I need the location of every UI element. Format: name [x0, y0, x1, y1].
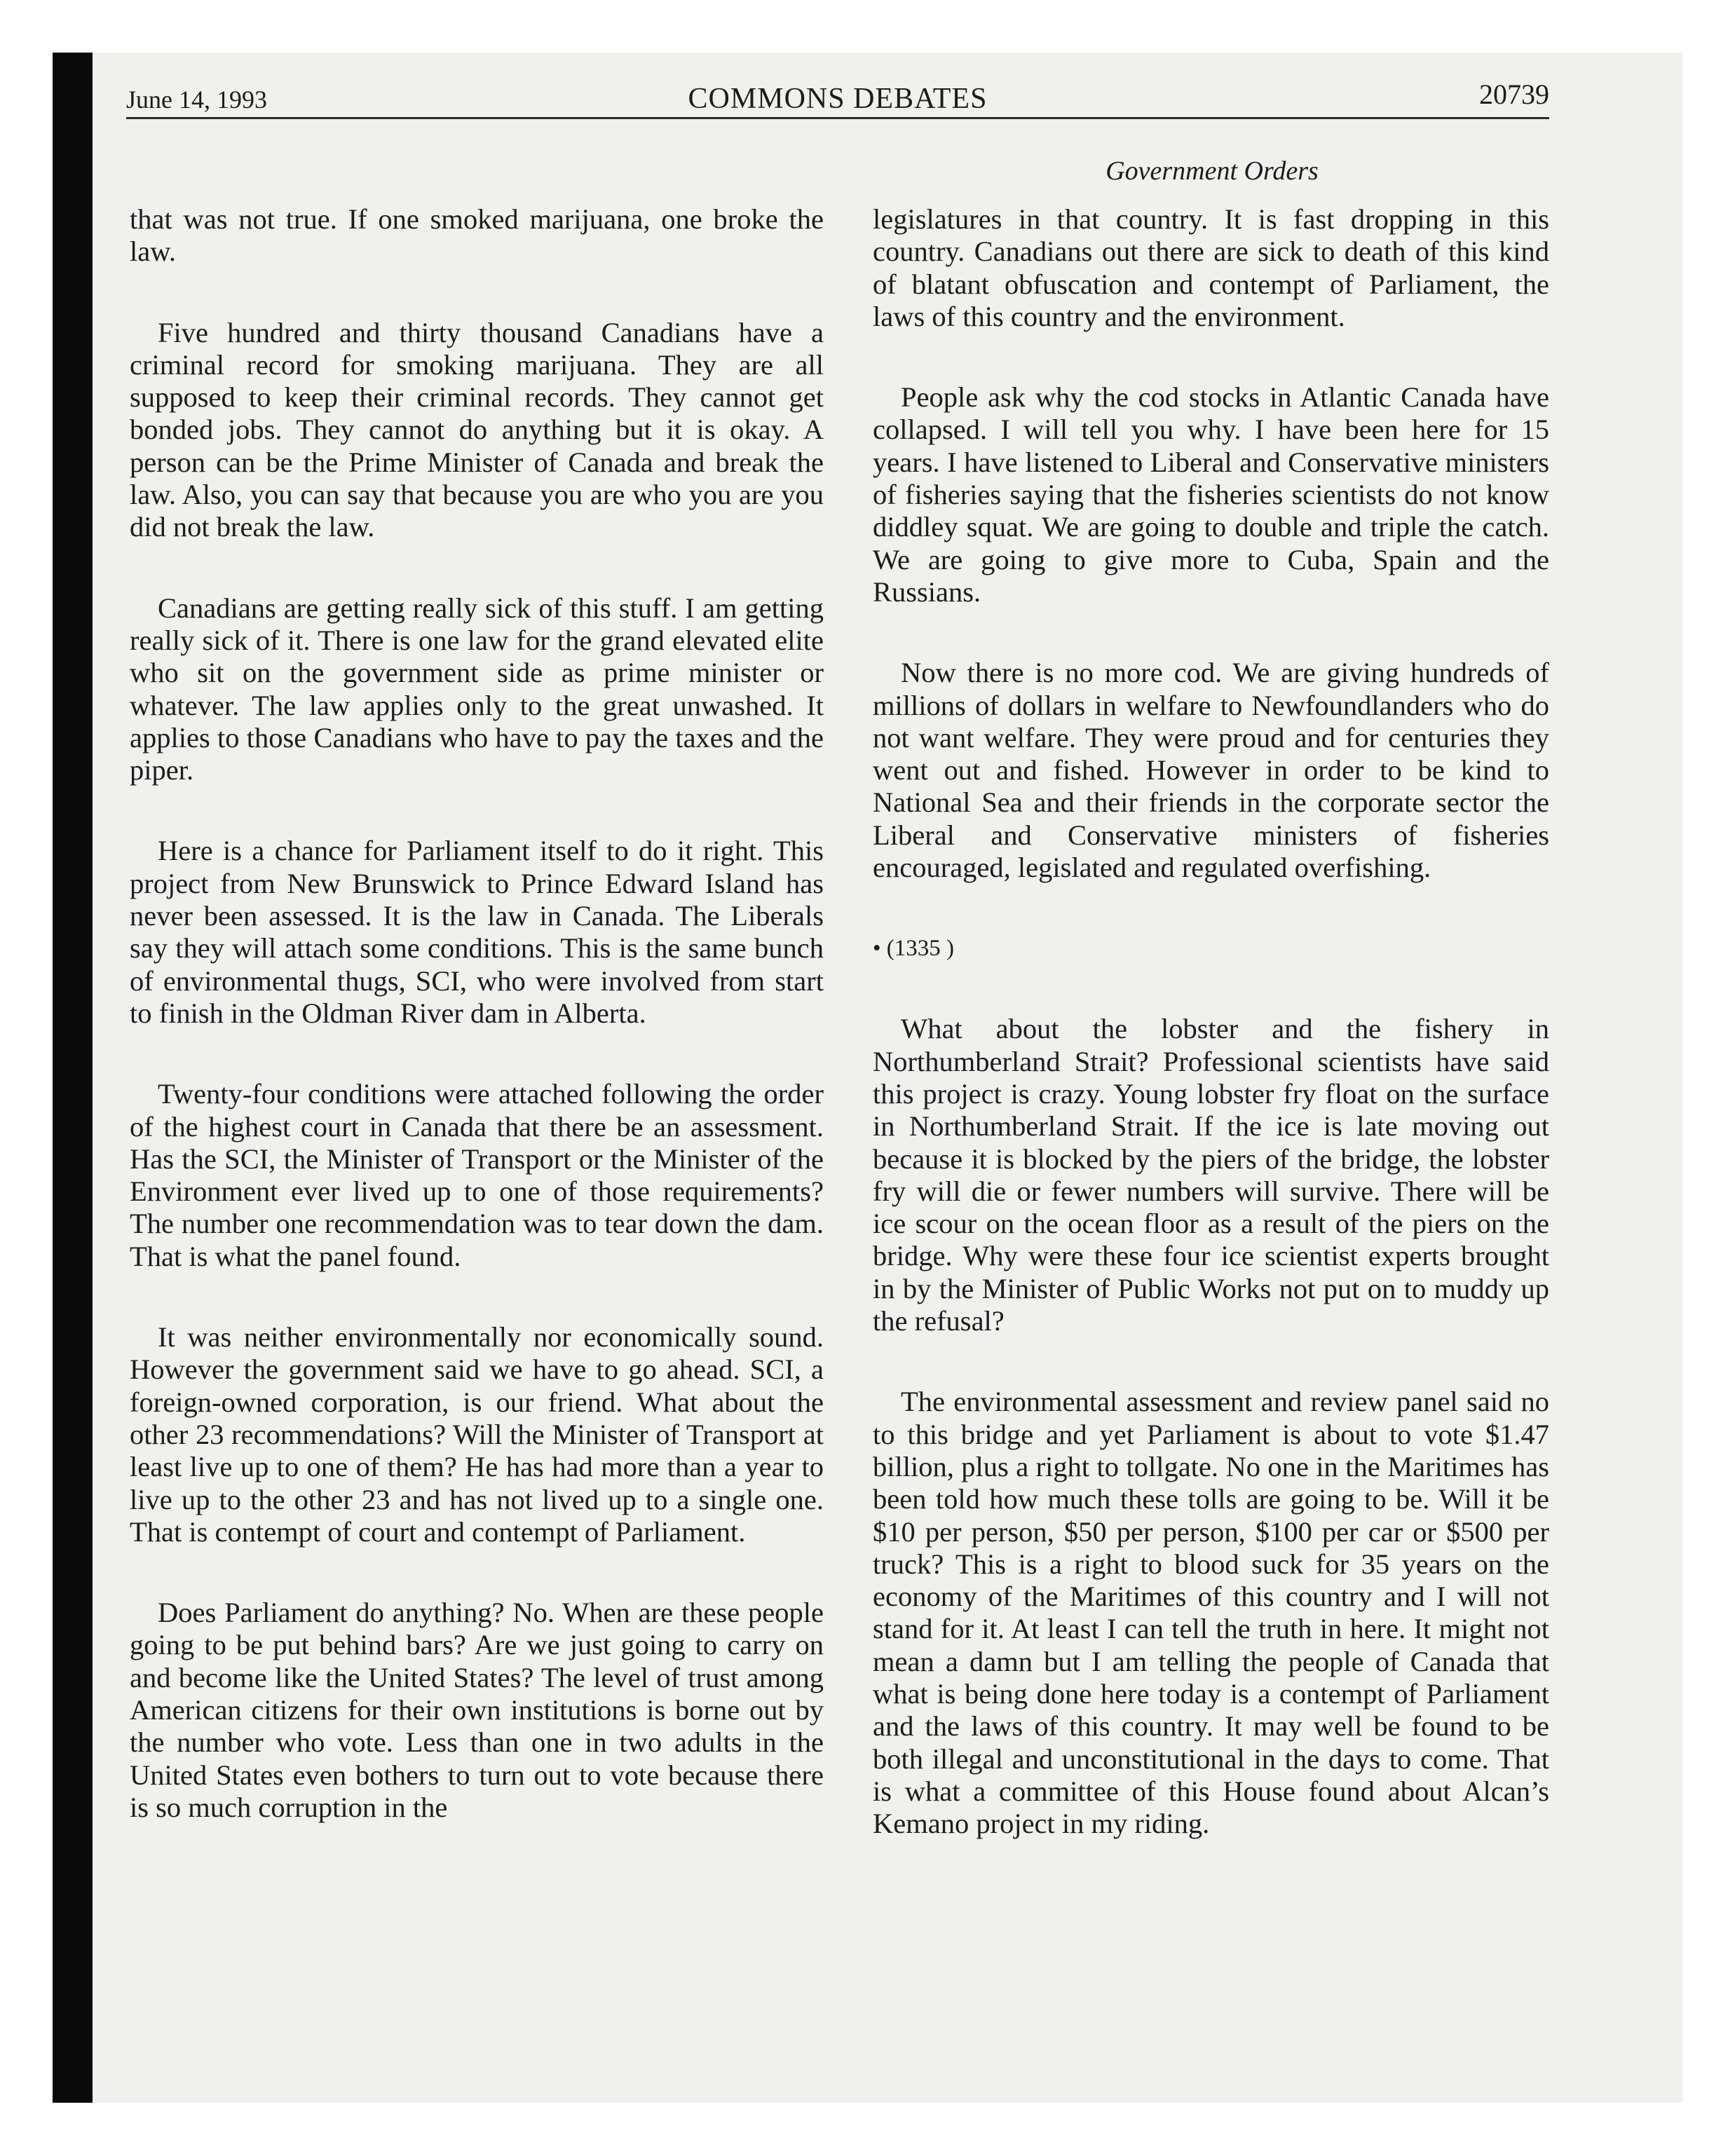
page-header	[126, 74, 1549, 119]
left-column	[130, 203, 824, 1872]
paragraph: The environmental assessment and review panel said no to this bridge and yet Parliament is about to vote $1.47 billion, plus a right to tollgate. No one in the Maritimes has been told how much these tolls are going to be. Will it be $10 per person, $50 per person, $100 per car or $500 per truck? This is a right to blood suck for 35 years on the economy of the Maritimes of this country and I will not stand for it. At least I can tell the truth in here. It might not mean a damn but I am telling the people of Canada that what is being done here today is a contempt of Parliament and the laws of this country. It may well be found to be both illegal and unconstitutional in the days to come. That is what a committee of this House found about Alcan’s Kemano project in my riding.	[873, 1386, 1549, 1840]
paragraph: What about the lobster and the fishery in Northumberland Strait? Professional scientists have said this project is crazy. Young lobster fry float on the surface in Northumberland Strait. If the ice is late moving out because it is blocked by the piers of the bridge, the lobster fry will die or fewer numbers will survive. There will be ice scour on the ocean floor as a result of the piers on the bridge. Why were these four ice scientist experts brought in by the Minister of Public Works not put on to muddy up the refusal?	[873, 1013, 1549, 1337]
paragraph: Five hundred and thirty thousand Canadians have a criminal record for smoking marijuana. They are all supposed to keep their criminal records. They cannot get bonded jobs. They cannot do anything but it is okay. A person can be the Prime Minister of Canada and break the law. Also, you can say that because you are who you are you did not break the law.	[130, 316, 824, 543]
binding-edge	[53, 53, 93, 2103]
header-page-number: 20739	[1479, 79, 1549, 110]
header-journal-title: COMMONS DEBATES	[688, 83, 988, 115]
header-date: June 14, 1993	[126, 86, 267, 114]
paragraph: Twenty-four conditions were attached following the order of the highest court in Canada that there be an assessment. Has the SCI, the Minister of Transport or the Minister of the Environment ever lived up to one of those requirements? The number one recommendation was to tear down the dam. That is what the panel found.	[130, 1078, 824, 1272]
time-marker: • (1335 )	[873, 936, 955, 962]
paragraph: Canadians are getting really sick of this stuff. I am getting really sick of it. There is one law for the grand elevated elite who sit on the government side as prime minister or whatever. The law applies only to the great unwashed. It applies to those Canadians who have to pay the taxes and the piper.	[130, 592, 824, 786]
paragraph: that was not true. If one smoked marijuana, one broke the law.	[130, 203, 824, 268]
paragraph: It was neither environmentally nor economically sound. However the government said we have to go ahead. SCI, a foreign-owned corporation, is our friend. What about the other 23 recommendations? Will the Minister of Transport at least live up to one of them? He has had more than a year to live up to the other 23 and has not lived up to a single one. That is contempt of court and contempt of Parliament.	[130, 1321, 824, 1548]
paragraph: Now there is no more cod. We are giving hundreds of millions of dollars in welfare to Newfoundlanders who do not want welfare. They were proud and for centuries they went out and fished. However in order to be kind to National Sea and their friends in the corporate sector the Liberal and Conservative ministers of fisheries encouraged, legislated and regulated overfishing.	[873, 657, 1549, 884]
paragraph: legislatures in that country. It is fast dropping in this country. Canadians out there are sick to death of this kind of blatant obfuscation and contempt of Parliament, the laws of this country and the environment.	[873, 203, 1549, 332]
right-column	[873, 203, 1549, 1888]
paragraph: Here is a chance for Parliament itself to do it right. This project from New Brunswick to Prince Edward Island has never been assessed. It is the law in Canada. The Liberals say they will attach some conditions. This is the same bunch of environmental thugs, SCI, who were involved from start to finish in the Oldman River dam in Alberta.	[130, 835, 824, 1029]
paragraph: People ask why the cod stocks in Atlantic Canada have collapsed. I will tell you why. I have been here for 15 years. I have listened to Liberal and Conservative ministers of fisheries saying that the fisheries scientists do not know diddley squat. We are going to double and triple the catch. We are going to give more to Cuba, Spain and the Russians.	[873, 381, 1549, 608]
paragraph: Does Parliament do anything? No. When are these people going to be put behind bars? Are we just going to carry on and become like the United States? The level of trust among American citizens for their own institutions is borne out by the number who vote. Less than one in two adults in the United States even bothers to turn out to vote because there is so much corruption in the	[130, 1597, 824, 1823]
section-title: Government Orders	[1105, 156, 1319, 186]
